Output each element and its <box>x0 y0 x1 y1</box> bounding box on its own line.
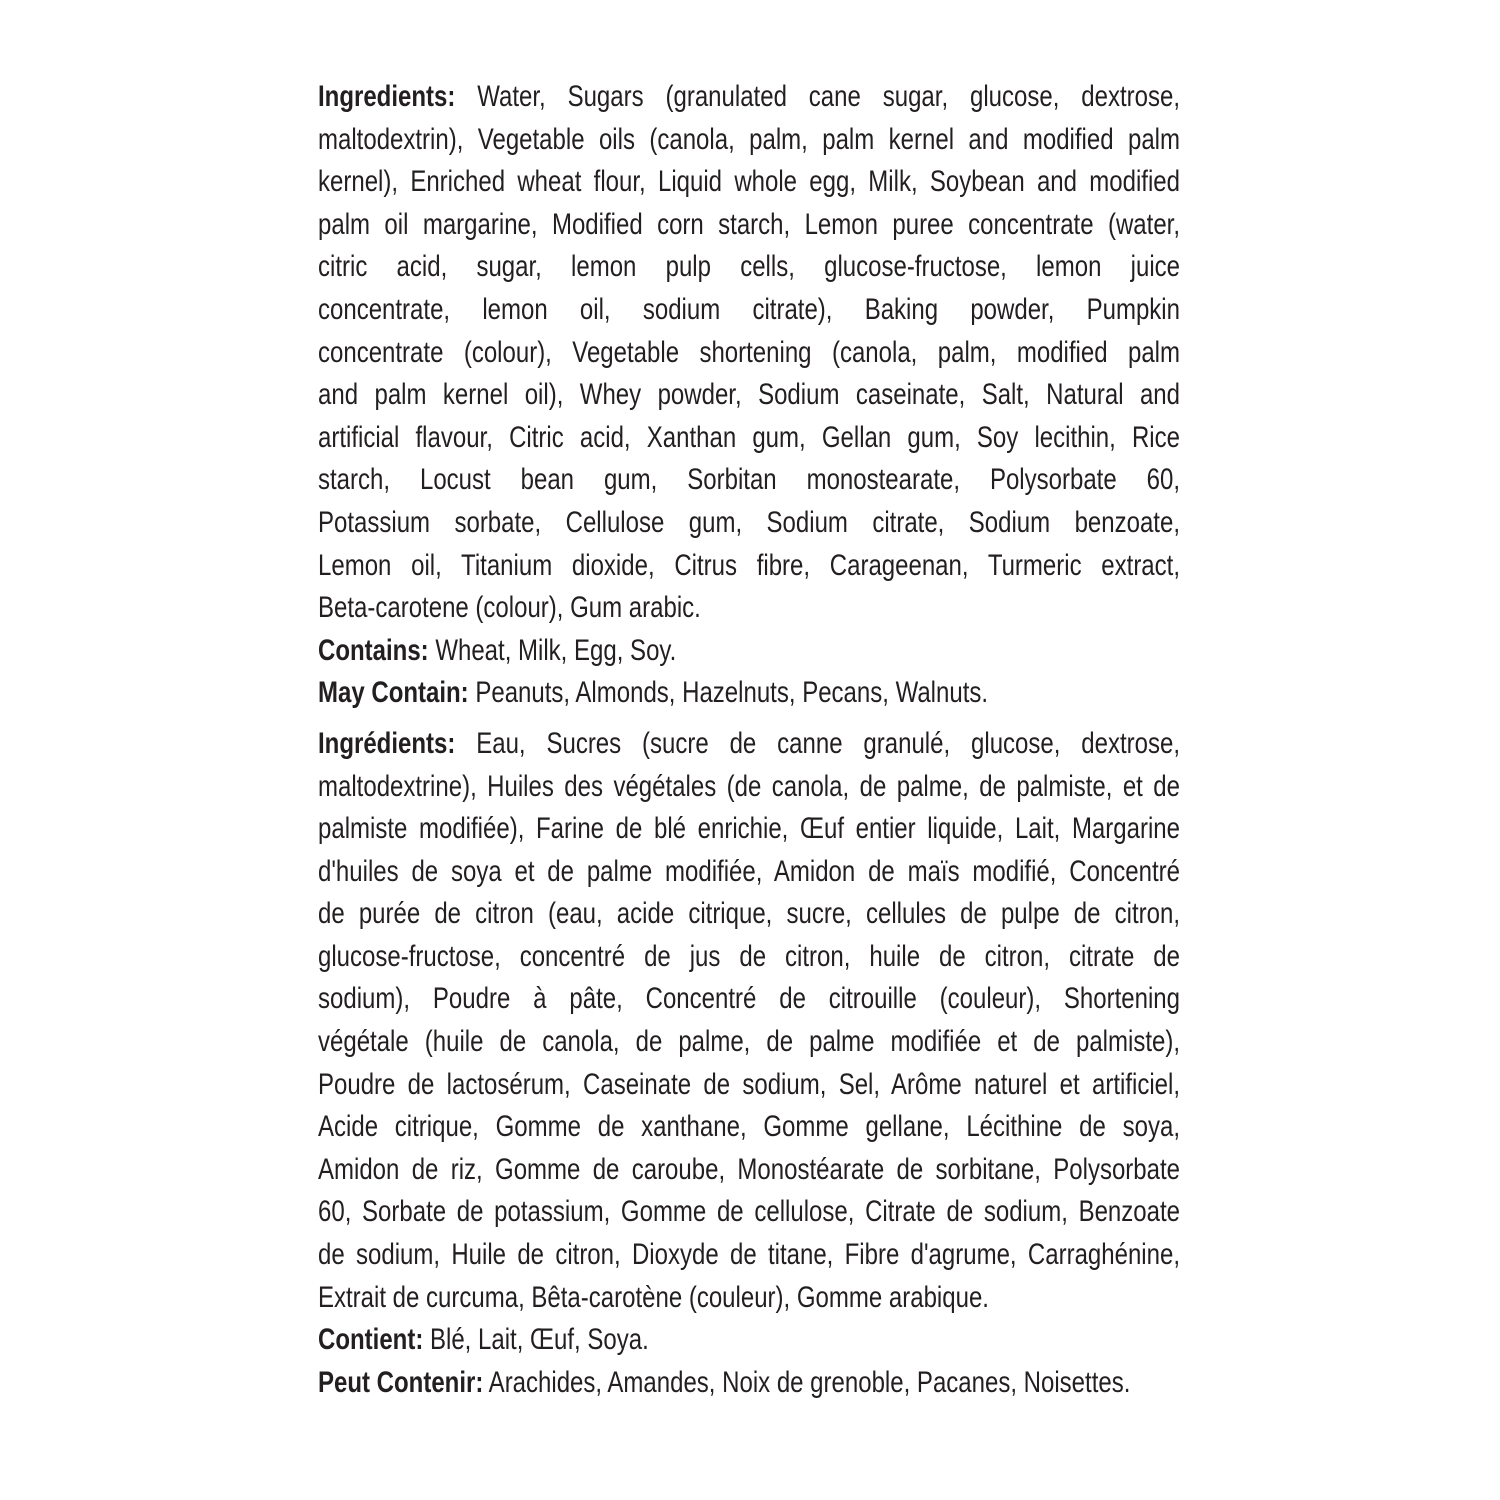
ingredients-line: glucose-fructose, concentré de jus de citron, huile de citron, citrate de <box>318 939 1180 973</box>
may-contain-allergens: Arachides, Amandes, Noix de grenoble, Pacanes, Noisettes. <box>483 1365 1131 1399</box>
ingredients-line: maltodextrine), Huiles des végétales (de canola, de palme, de palmiste, et de <box>318 769 1180 803</box>
french-section <box>318 723 1180 1405</box>
contains-heading: Contains: <box>318 633 429 667</box>
ingredients-line: palm oil margarine, Modified corn starch, Lemon puree concentrate (water, <box>318 207 1180 241</box>
may-contain-statement <box>318 672 1008 715</box>
ingredients-heading: Ingredients: <box>318 80 456 113</box>
contains-allergens: Blé, Lait, Œuf, Soya. <box>423 1323 649 1357</box>
english-ingredients <box>318 76 1180 630</box>
ingredients-line: starch, Locust bean gum, Sorbitan monostearate, Polysorbate 60, <box>318 463 1180 497</box>
ingredients-line: concentrate (colour), Vegetable shortening (canola, palm, modified palm <box>318 335 1180 369</box>
ingredients-line: Acide citrique, Gomme de xanthane, Gomme gellane, Lécithine de soya, <box>318 1110 1180 1144</box>
ingredients-line: concentrate, lemon oil, sodium citrate), Baking powder, Pumpkin <box>318 292 1180 326</box>
ingredients-line: végétale (huile de canola, de palme, de palme modifiée et de palmiste), <box>318 1025 1180 1059</box>
contains-statement <box>318 1319 1008 1362</box>
ingredients-line: Ingrédients: Eau, Sucres (sucre de canne granulé, glucose, dextrose, <box>318 726 1181 760</box>
ingredients-line: de sodium, Huile de citron, Dioxyde de titane, Fibre d'agrume, Carraghénine, <box>318 1238 1180 1272</box>
ingredients-line: kernel), Enriched wheat flour, Liquid whole egg, Milk, Soybean and modified <box>318 165 1180 199</box>
ingredients-line: sodium), Poudre à pâte, Concentré de citrouille (couleur), Shortening <box>318 982 1180 1016</box>
ingredients-line: artificial flavour, Citric acid, Xanthan gum, Gellan gum, Soy lecithin, Rice <box>318 420 1180 454</box>
ingredients-line: and palm kernel oil), Whey powder, Sodium caseinate, Salt, Natural and <box>318 378 1180 412</box>
ingredients-heading: Ingrédients: <box>318 726 456 760</box>
ingredients-line: Poudre de lactosérum, Caseinate de sodium, Sel, Arôme naturel et artificiel, <box>318 1067 1180 1101</box>
may-contain-heading: May Contain: <box>318 676 469 710</box>
ingredients-line: Amidon de riz, Gomme de caroube, Monostéarate de sorbitane, Polysorbate <box>318 1152 1180 1186</box>
section-spacer <box>318 715 1180 723</box>
ingredients-line: Lemon oil, Titanium dioxide, Citrus fibre, Carageenan, Turmeric extract, <box>318 548 1180 582</box>
ingredients-line: Extrait de curcuma, Bêta-carotène (couleur), Gomme arabique. <box>318 1280 989 1314</box>
contains-allergens: Wheat, Milk, Egg, Soy. <box>428 633 677 667</box>
contains-heading: Contient: <box>318 1323 424 1357</box>
ingredients-label-panel <box>318 76 1180 1404</box>
ingredients-line: palmiste modifiée), Farine de blé enrichie, Œuf entier liquide, Lait, Margarine <box>318 812 1180 846</box>
english-section <box>318 76 1180 715</box>
may-contain-allergens: Peanuts, Almonds, Hazelnuts, Pecans, Walnuts. <box>468 676 989 710</box>
contains-statement <box>318 630 1008 673</box>
ingredients-line: maltodextrin), Vegetable oils (canola, palm, palm kernel and modified palm <box>318 122 1180 156</box>
may-contain-heading: Peut Contenir: <box>318 1365 484 1399</box>
ingredients-line: citric acid, sugar, lemon pulp cells, glucose-fructose, lemon juice <box>318 250 1180 284</box>
ingredients-line: 60, Sorbate de potassium, Gomme de cellulose, Citrate de sodium, Benzoate <box>318 1195 1180 1229</box>
french-ingredients <box>318 723 1180 1319</box>
may-contain-statement <box>318 1362 1131 1405</box>
ingredients-line: de purée de citron (eau, acide citrique, sucre, cellules de pulpe de citron, <box>318 897 1180 931</box>
ingredients-line: Ingredients: Water, Sugars (granulated cane sugar, glucose, dextrose, <box>318 80 1181 113</box>
ingredients-line: d'huiles de soya et de palme modifiée, Amidon de maïs modifié, Concentré <box>318 854 1180 888</box>
ingredients-line: Potassium sorbate, Cellulose gum, Sodium citrate, Sodium benzoate, <box>318 505 1180 539</box>
ingredients-line: Beta-carotene (colour), Gum arabic. <box>318 591 701 625</box>
